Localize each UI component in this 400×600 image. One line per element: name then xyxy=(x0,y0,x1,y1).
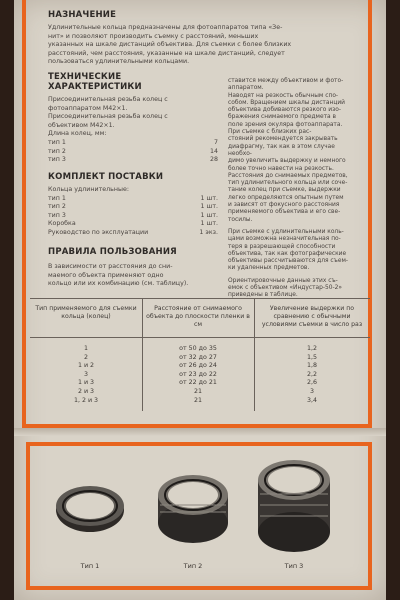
table-cell: 1 xyxy=(83,345,88,352)
table-cell: 3 xyxy=(83,370,88,378)
kit-row: тип 2 1 шт. xyxy=(48,203,218,211)
right-column-line: димо увеличить выдержку и немного xyxy=(228,158,346,165)
kit-row: Коробка 1 шт. xyxy=(48,220,218,228)
specs-line: объективом М42×1. xyxy=(48,121,115,129)
right-column-line: Ориентировочные данные этих съ- xyxy=(228,277,338,284)
kit-subtitle: Кольца удлинительные: xyxy=(48,186,129,193)
specs-line: Присоединительная резьба колец с xyxy=(48,96,168,103)
purpose-line: пользоваться удлинительными кольцами. xyxy=(48,58,190,66)
table-header-type: Тип применяемого для съемки кольца (колец) xyxy=(35,305,137,320)
purpose-line: расстояний, чем расстояния, указанные на шкале дистанций, следует xyxy=(48,49,285,57)
right-column-line: поле зрения окуляра фотоаппарата. xyxy=(228,121,343,128)
table-cell: от 22 до 21 xyxy=(179,379,217,387)
usage-line: маемого объекта применяют одно xyxy=(48,271,164,279)
purpose-line: указанных на шкале дистанций объектива. Для съемки с более близких xyxy=(48,41,292,49)
table-cell: 1, 2 и 3 xyxy=(73,396,99,404)
caption-type-1: Тип 1 xyxy=(80,562,100,570)
purpose-line: нит» и позволяют производить съемку с расстояний, меньших xyxy=(48,32,259,40)
right-column-line: Наводят на резкость обычным спо- xyxy=(228,92,339,99)
right-column-line: ставится между объективом и фото- xyxy=(228,78,344,84)
right-column-line: объектива добиваются резкого изо- xyxy=(228,107,341,114)
table-cell: 1 и 3 xyxy=(77,379,95,387)
spec-row: тип 3 28 xyxy=(48,156,218,164)
kit-row: тип 3 1 шт. xyxy=(48,211,218,219)
table-cell: 1 и 2 xyxy=(77,362,95,370)
right-column-line: собом. Вращением шкалы дистанций xyxy=(228,99,345,106)
table-cell: 21 xyxy=(193,387,202,395)
specs-line: Присоединительная резьба колец с xyxy=(48,113,168,121)
table-cell: от 50 до 35 xyxy=(179,345,217,352)
usage-line: кольцо или их комбинацию (см. таблицу). xyxy=(48,280,189,288)
right-column-line: теря в разрешающей способности xyxy=(228,243,336,250)
table-cell: 2,6 xyxy=(306,379,317,387)
usage-line: В зависимости от расстояния до сни- xyxy=(48,263,173,270)
caption-type-3: Тип 3 xyxy=(284,562,304,570)
kit-row: Руководство по эксплуатации 1 экз. xyxy=(48,228,218,236)
right-column-line: бражения снимаемого предмета в xyxy=(228,114,336,121)
right-column-line: ки удаленных предметов. xyxy=(228,265,310,272)
right-column-line: диафрагму, так как в этом случае необхо- xyxy=(228,143,335,157)
table-cell: 1,5 xyxy=(306,353,317,361)
right-column-line: тосилы. xyxy=(228,216,253,223)
purpose-line: Удлинительные кольца предназначены для фотоаппаратов типа «Зе- xyxy=(48,24,283,31)
right-column-line: цами возможна незначительная по- xyxy=(228,236,341,243)
table-cell: 1,8 xyxy=(306,362,317,370)
table-cell: 3,4 xyxy=(306,396,317,404)
specs-heading: ТЕХНИЧЕСКИЕ ХАРАКТЕРИСТИКИ xyxy=(48,72,142,92)
right-column-line: При съемке с близких рас- xyxy=(228,129,312,136)
right-column-line: объективы рассчитываются для съем- xyxy=(228,258,349,265)
table-cell: от 32 до 27 xyxy=(179,353,217,361)
table-cell: 2 и 3 xyxy=(77,387,95,395)
ring-type-2-icon xyxy=(158,475,228,543)
table-cell: от 26 до 24 xyxy=(179,362,217,370)
usage-heading: ПРАВИЛА ПОЛЬЗОВАНИЯ xyxy=(48,247,177,257)
ring-type-3-icon xyxy=(258,460,330,552)
right-column-line: приведены в таблице. xyxy=(228,292,298,299)
right-column-line: тание колец при съемке, выдержки xyxy=(228,187,341,194)
right-column-line: тип удлинительного кольца или соче- xyxy=(228,180,348,187)
caption-type-2: Тип 2 xyxy=(183,562,203,570)
table-cell: 2,2 xyxy=(306,370,317,378)
kit-heading: КОМПЛЕКТ ПОСТАВКИ xyxy=(48,172,164,182)
purpose-heading: НАЗНАЧЕНИЕ xyxy=(48,10,117,20)
specs-line: фотоаппаратом М42×1. xyxy=(48,104,128,112)
ring-type-1-icon xyxy=(56,486,124,532)
table-cell: 21 xyxy=(193,396,202,404)
table-cell: от 23 до 22 xyxy=(179,370,217,378)
table-cell: 1,2 xyxy=(306,345,317,352)
spec-row: тип 2 14 xyxy=(48,147,218,155)
right-column-line: более точно навести на резкость. xyxy=(228,165,334,172)
right-column-line: емок с объективом «Индустар-50-2» xyxy=(228,285,342,292)
table-header-factor: Увеличение выдержки по сравнению с обычными условиями съемки в число раз xyxy=(261,305,363,328)
right-column-line: Расстояния до снимаемых предметов, xyxy=(228,172,348,179)
right-column-line: легко определяются опытным путем xyxy=(228,194,344,201)
right-column-line: применяемого объектива и его све- xyxy=(228,209,341,216)
table-cell: 3 xyxy=(309,387,314,395)
right-column-line: При съемке с удлинительными коль- xyxy=(228,228,344,235)
right-column-line: стояний рекомендуется закрывать xyxy=(228,136,338,143)
kit-row: тип 1 1 шт. xyxy=(48,194,218,202)
table-cell: 2 xyxy=(83,353,88,361)
right-column-line: объектива, так как фотографические xyxy=(228,250,347,257)
right-column-line: и зависят от фокусного расстояния xyxy=(228,202,340,209)
right-column-line: аппаратом. xyxy=(228,85,264,92)
specs-line: Длина колец, мм: xyxy=(48,130,107,138)
spec-row: тип 1 7 xyxy=(48,138,218,146)
table-header-distance: Расстояние от снимаемого объекта до плоскости пленки в см xyxy=(146,305,250,328)
